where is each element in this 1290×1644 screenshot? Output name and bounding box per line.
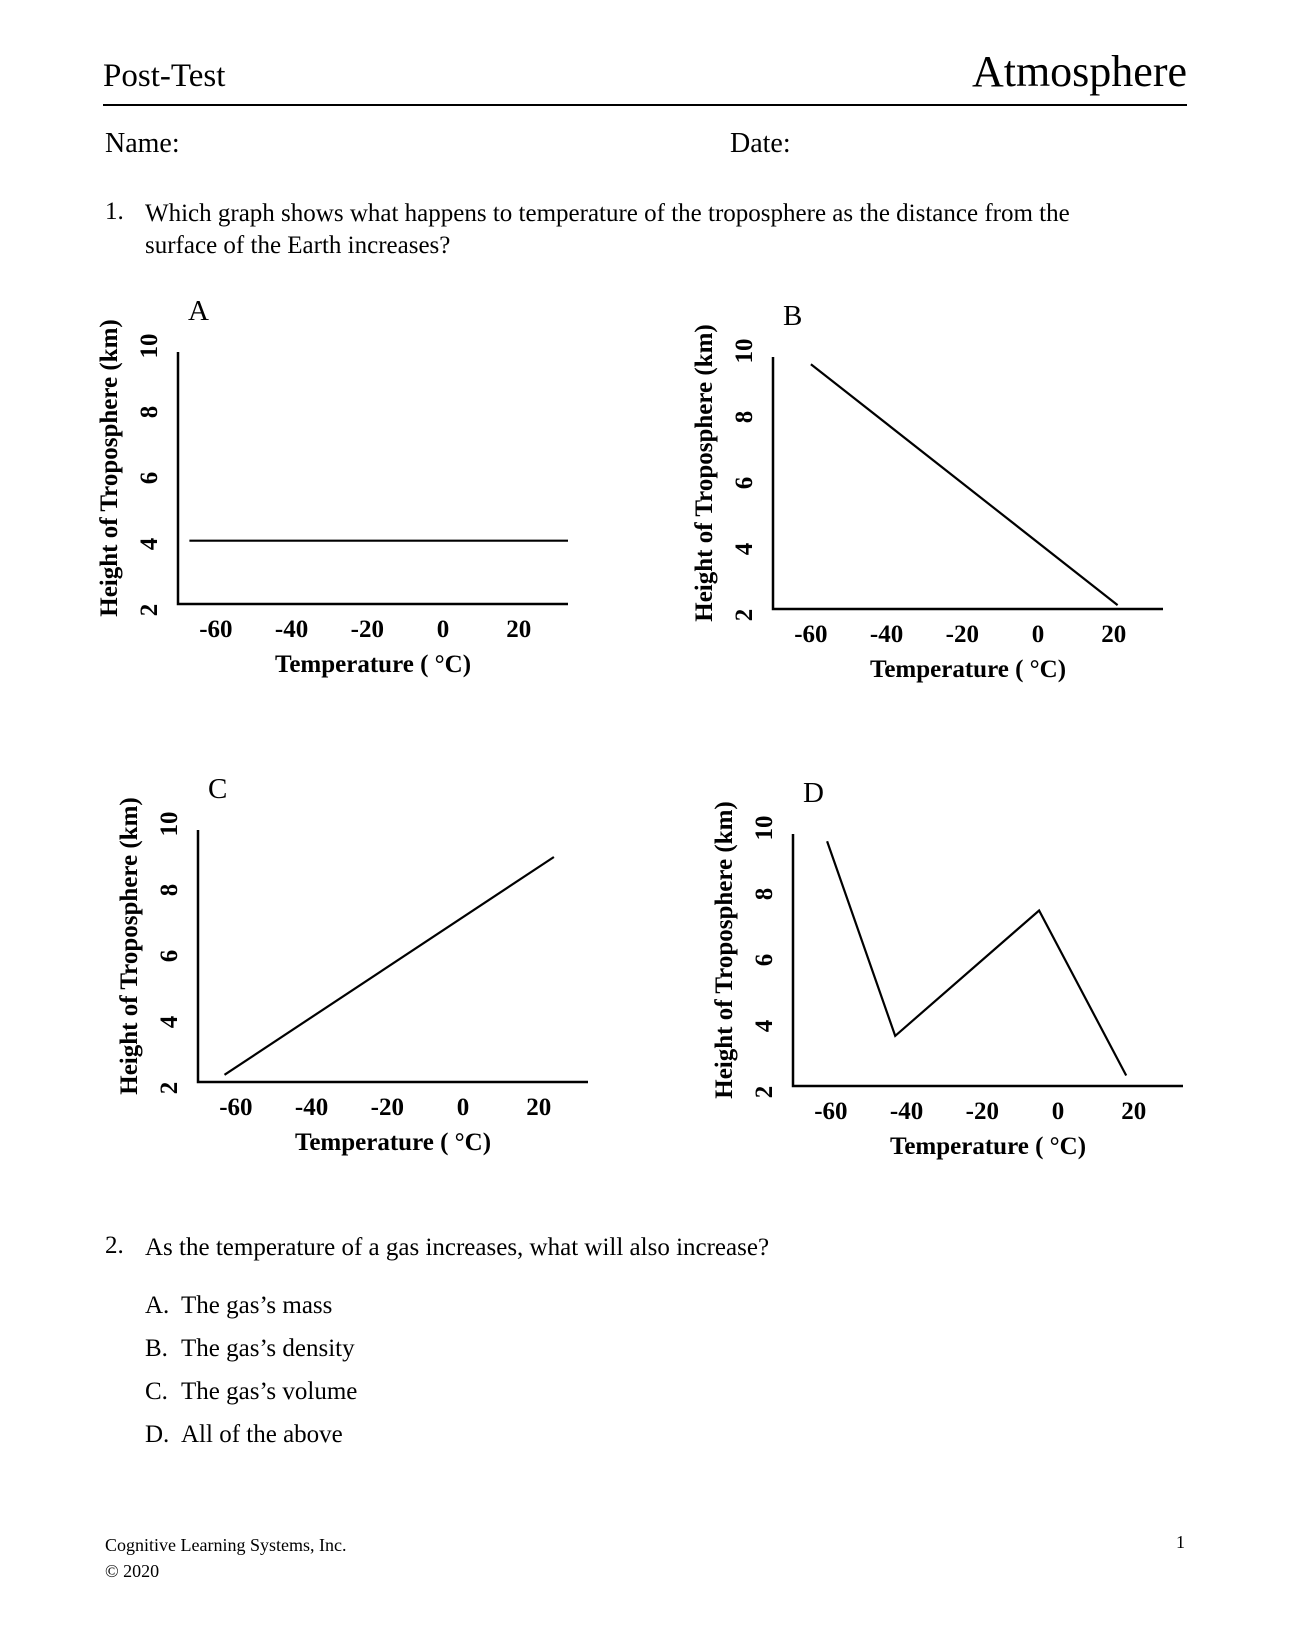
x-tick-label: -60 [199, 616, 233, 643]
document-title: Post-Test [103, 58, 226, 94]
data-line [811, 364, 1118, 605]
graph-A-svg [93, 280, 578, 680]
graph-D [708, 762, 1193, 1162]
y-tick-label: 4 [136, 537, 163, 551]
data-line [827, 841, 1126, 1075]
y-tick-label: 2 [731, 608, 758, 622]
date-label: Date: [730, 128, 791, 159]
graph-letter-label: A [188, 295, 209, 327]
graph-letter-label: C [208, 773, 228, 805]
page-footer [105, 1532, 346, 1584]
x-tick-label: 0 [1051, 1098, 1065, 1125]
y-tick-label: 2 [136, 603, 163, 617]
y-tick-label: 10 [156, 811, 183, 837]
option-c-text: The gas’s volume [181, 1378, 358, 1405]
x-tick-label: -20 [965, 1098, 999, 1125]
y-tick-label: 4 [156, 1015, 183, 1029]
graph-B [688, 285, 1173, 685]
graph-C-svg [113, 758, 598, 1158]
unit-title: Atmosphere [971, 47, 1187, 96]
x-axis-title: Temperature ( °C) [294, 1129, 492, 1156]
axes [773, 357, 1163, 609]
x-tick-label: -20 [945, 621, 979, 648]
x-axis-title: Temperature ( °C) [889, 1133, 1087, 1160]
y-axis-title: Height of Troposphere (km) [711, 801, 738, 1099]
x-tick-label: -60 [794, 621, 828, 648]
option-c [145, 1378, 357, 1406]
y-axis-title: Height of Troposphere (km) [116, 797, 143, 1095]
axes [178, 352, 568, 604]
x-tick-label: 0 [1031, 621, 1045, 648]
x-tick-label: -40 [869, 621, 904, 648]
y-tick-label: 10 [136, 333, 163, 359]
x-tick-label: 0 [436, 616, 450, 643]
axes [198, 830, 588, 1082]
option-a [145, 1292, 357, 1320]
graph-B-svg [688, 285, 1173, 685]
question-2-number: 2. [105, 1232, 124, 1259]
y-tick-label: 6 [751, 953, 778, 967]
graph-letter-label: D [803, 777, 824, 809]
y-tick-label: 8 [751, 887, 778, 901]
y-axis-title: Height of Troposphere (km) [96, 319, 123, 617]
graph-C [113, 758, 598, 1158]
page-number: 1 [1176, 1532, 1185, 1552]
x-tick-label: 20 [526, 1094, 552, 1121]
question-2-text: As the temperature of a gas increases, what will also increase? [145, 1234, 770, 1261]
x-tick-label: -40 [889, 1098, 924, 1125]
y-tick-label: 8 [136, 405, 163, 419]
y-tick-label: 2 [751, 1085, 778, 1099]
x-tick-label: -20 [350, 616, 384, 643]
y-tick-label: 10 [731, 338, 758, 364]
y-tick-label: 10 [751, 815, 778, 841]
question-1-text: Which graph shows what happens to temperature of the troposphere as the distance from the surface of the Earth increases? [145, 200, 1070, 259]
graph-D-svg [708, 762, 1193, 1162]
x-tick-label: 0 [456, 1094, 470, 1121]
name-date-row [105, 128, 1185, 164]
question-1 [105, 198, 1145, 262]
x-tick-label: -40 [274, 616, 309, 643]
option-d-text: All of the above [181, 1421, 343, 1448]
graph-letter-label: B [783, 300, 803, 332]
option-a-text: The gas’s mass [181, 1292, 333, 1319]
y-tick-label: 8 [156, 883, 183, 897]
x-tick-label: -60 [814, 1098, 848, 1125]
x-tick-label: -60 [219, 1094, 253, 1121]
name-label: Name: [105, 128, 180, 159]
axes [793, 834, 1183, 1086]
x-tick-label: -20 [370, 1094, 404, 1121]
x-axis-title: Temperature ( °C) [274, 651, 472, 678]
page-header [103, 46, 1187, 106]
footer-copyright: © 2020 [105, 1561, 160, 1581]
option-b-letter: B. [145, 1335, 168, 1362]
x-tick-label: 20 [1101, 621, 1127, 648]
option-d-letter: D. [145, 1421, 170, 1448]
question-1-number: 1. [105, 198, 124, 225]
option-b-text: The gas’s density [181, 1335, 355, 1362]
data-line [225, 857, 554, 1075]
option-c-letter: C. [145, 1378, 168, 1405]
y-axis-title: Height of Troposphere (km) [691, 324, 718, 622]
y-tick-label: 2 [156, 1081, 183, 1095]
y-tick-label: 6 [136, 471, 163, 485]
option-a-letter: A. [145, 1292, 170, 1319]
x-tick-label: 20 [506, 616, 532, 643]
x-axis-title: Temperature ( °C) [869, 656, 1067, 683]
x-tick-label: -40 [294, 1094, 329, 1121]
y-tick-label: 4 [731, 542, 758, 556]
option-d [145, 1421, 357, 1449]
question-2 [105, 1232, 1145, 1264]
graph-A [93, 280, 578, 680]
question-2-options [145, 1292, 357, 1464]
y-tick-label: 8 [731, 410, 758, 424]
option-b [145, 1335, 357, 1363]
y-tick-label: 4 [751, 1019, 778, 1033]
y-tick-label: 6 [156, 949, 183, 963]
x-tick-label: 20 [1121, 1098, 1147, 1125]
footer-org: Cognitive Learning Systems, Inc. [105, 1535, 347, 1555]
y-tick-label: 6 [731, 476, 758, 490]
